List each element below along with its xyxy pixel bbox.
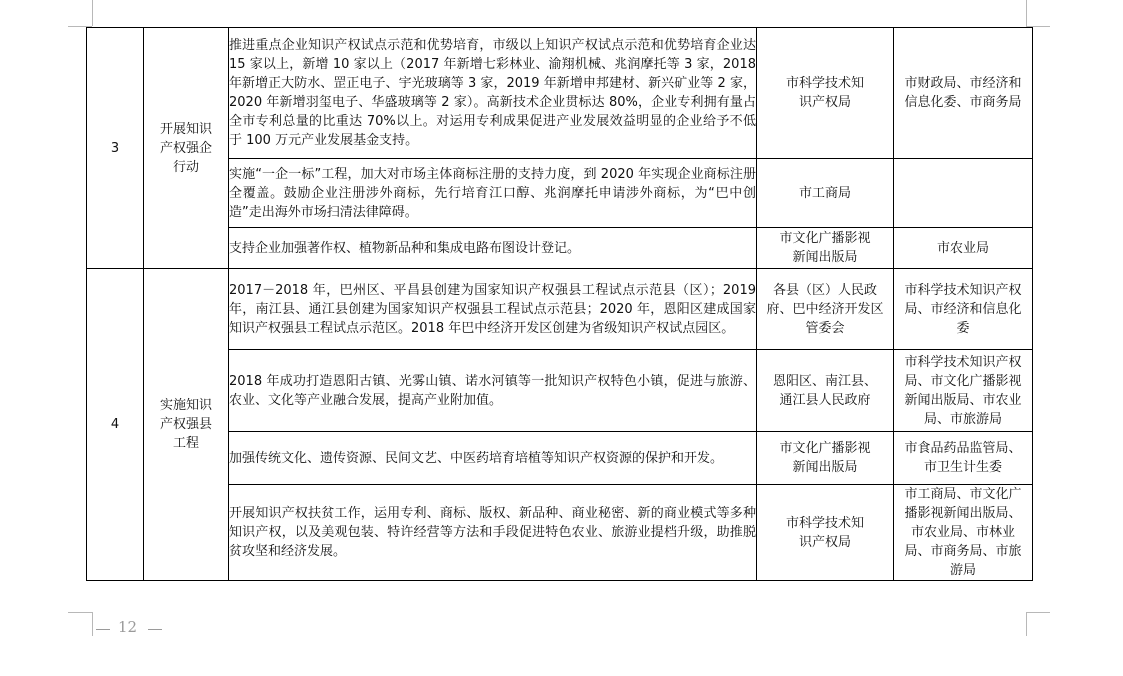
task-content: 2017－2018 年，巴州区、平昌县创建为国家知识产权强县工程试点示范县（区）；2019 年，南江县、通江县创建为国家知识产权强县工程试点示范县；2020 年，恩阳区建成国家知识产权强县工程试点示范区。2018 年巴中经济开发区创建为省级知识产权试点园区。 <box>229 269 757 350</box>
page-number-dash-right <box>148 629 162 630</box>
table-row <box>87 228 1033 269</box>
table-row <box>87 159 1033 228</box>
task-content: 实施“一企一标”工程，加大对市场主体商标注册的支持力度，到 2020 年实现企业商标注册全覆盖。鼓励企业注册涉外商标，先行培育江口醇、兆润摩托申请涉外商标，为“巴中创造”走出海外市场扫清法律障碍。 <box>229 159 757 228</box>
lead-department: 各县（区）人民政府、巴中经济开发区管委会 <box>757 269 894 350</box>
lead-department: 恩阳区、南江县、通江县人民政府 <box>757 350 894 432</box>
action-name: 开展知识产权强企行动 <box>144 28 229 269</box>
lead-department: 市文化广播影视新闻出版局 <box>757 228 894 269</box>
table-row <box>87 28 1033 159</box>
item-number: 4 <box>87 269 144 581</box>
cooperating-departments: 市科学技术知识产权局、市文化广播影视新闻出版局、市农业局、市旅游局 <box>894 350 1033 432</box>
crop-mark-top-right-v <box>1026 0 1027 26</box>
table-row <box>87 485 1033 581</box>
cooperating-departments: 市农业局 <box>894 228 1033 269</box>
crop-mark-bottom-right-v <box>1026 612 1027 636</box>
table-row <box>87 350 1033 432</box>
crop-mark-bottom-left-v <box>92 612 93 636</box>
page-number-dash-left <box>96 629 110 630</box>
table-row <box>87 432 1033 485</box>
task-content: 支持企业加强著作权、植物新品种和集成电路布图设计登记。 <box>229 228 757 269</box>
crop-mark-bottom-left-h <box>68 612 92 613</box>
lead-department: 市工商局 <box>757 159 894 228</box>
task-content: 2018 年成功打造恩阳古镇、光雾山镇、诺水河镇等一批知识产权特色小镇，促进与旅游、农业、文化等产业融合发展，提高产业附加值。 <box>229 350 757 432</box>
page-number: 12 <box>118 618 138 636</box>
table-row <box>87 269 1033 350</box>
item-number: 3 <box>87 28 144 269</box>
cooperating-departments: 市财政局、市经济和信息化委、市商务局 <box>894 28 1033 159</box>
lead-department: 市科学技术知识产权局 <box>757 485 894 581</box>
lead-department: 市文化广播影视新闻出版局 <box>757 432 894 485</box>
cooperating-departments: 市工商局、市文化广播影视新闻出版局、市农业局、市林业局、市商务局、市旅游局 <box>894 485 1033 581</box>
cooperating-departments <box>894 159 1033 228</box>
task-content: 开展知识产权扶贫工作，运用专利、商标、版权、新品种、商业秘密、新的商业模式等多种知识产权，以及美观包装、特许经营等方法和手段促进特色农业、旅游业提档升级，助推脱贫攻坚和经济发展。 <box>229 485 757 581</box>
action-name: 实施知识产权强县工程 <box>144 269 229 581</box>
task-content: 加强传统文化、遗传资源、民间文艺、中医药培育培植等知识产权资源的保护和开发。 <box>229 432 757 485</box>
lead-department: 市科学技术知识产权局 <box>757 28 894 159</box>
crop-mark-top-left-v <box>92 0 93 26</box>
task-content: 推进重点企业知识产权试点示范和优势培育，市级以上知识产权试点示范和优势培育企业达 15 家以上，新增 10 家以上（2017 年新增七彩林业、渝翔机械、兆润摩托等 3 家，2018 年新增正大防水、罡正电子、宇光玻璃等 3 家，2019 年新增申邦建材、新兴矿业等 2 家，2020 年新增羽玺电子、华盛玻璃等 2 家）。高新技术企业贯标达 80%，企业专利拥有量占全市专利总量的比重达 70%以上。对运用专利成果促进产业发展效益明显的企业给予不低于 100 万元产业发展基金支持。 <box>229 28 757 159</box>
task-table <box>86 27 1033 581</box>
cooperating-departments: 市科学技术知识产权局、市经济和信息化委 <box>894 269 1033 350</box>
cooperating-departments: 市食品药品监管局、市卫生计生委 <box>894 432 1033 485</box>
crop-mark-bottom-right-h <box>1026 612 1050 613</box>
